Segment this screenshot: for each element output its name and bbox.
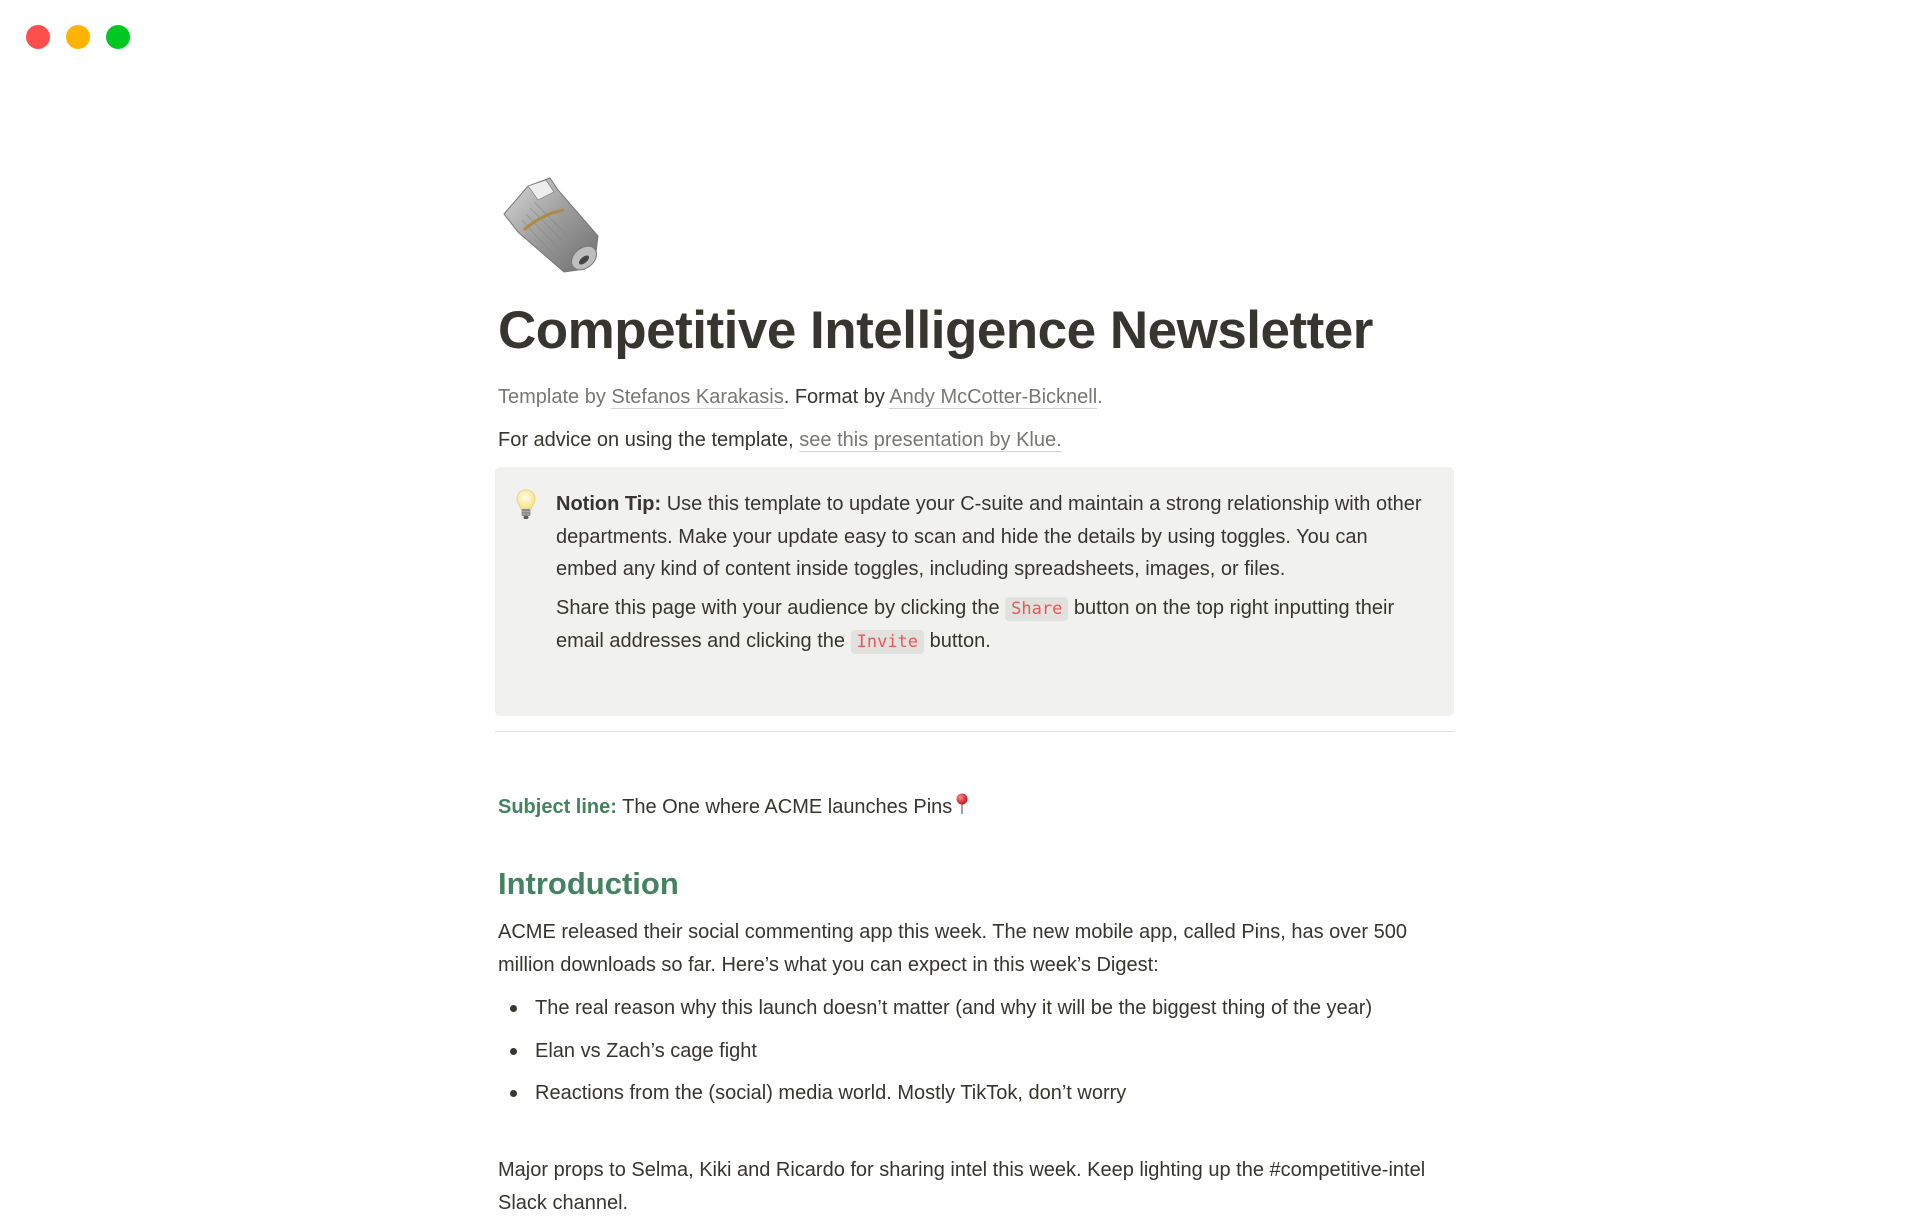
lightbulb-icon (515, 488, 537, 522)
invite-code: Invite (851, 630, 924, 654)
attribution-line (498, 381, 1103, 413)
attribution-suffix: . (1097, 386, 1103, 408)
digest-bullet-list (498, 992, 1454, 1120)
introduction-heading: Introduction (498, 866, 679, 901)
rolled-up-newspaper-icon[interactable] (498, 172, 606, 280)
share-code: Share (1005, 597, 1068, 621)
introduction-paragraph: ACME released their social commenting app this week. The new mobile app, called Pins, has over 500 million downloads so far. Here’s what you can expect in this week’s Digest: (498, 921, 1407, 976)
divider (495, 731, 1454, 732)
close-window-button[interactable] (26, 25, 50, 49)
formatter-link[interactable]: Andy McCotter-Bicknell (889, 386, 1098, 408)
subject-line (498, 791, 969, 825)
tip-label: Notion Tip: (556, 493, 662, 515)
minimize-window-button[interactable] (66, 25, 90, 49)
attribution-prefix: Template by (498, 386, 612, 408)
advice-line (498, 424, 1062, 456)
callout-text (556, 488, 1426, 659)
share-suffix: button. (924, 630, 991, 652)
window-controls (26, 25, 130, 49)
share-middle: button on the top right inputting their email addresses and clicking the (556, 596, 1395, 652)
klue-presentation-link[interactable]: see this presentation by Klue. (799, 429, 1062, 451)
advice-text: For advice on using the template, (498, 429, 800, 451)
share-prefix: Share this page with your audience by clicking the (556, 596, 1006, 619)
subject-label: Subject line: (498, 796, 617, 818)
notion-tip-callout (495, 467, 1454, 716)
tip-paragraph (556, 488, 1426, 586)
props-paragraph: Major props to Selma, Kiki and Ricardo for sharing intel this week. Keep lighting up the #competitive-intel Slack channel. (498, 1159, 1426, 1214)
list-item: The real reason why this launch doesn’t matter (and why it will be the biggest thing of the year) (498, 992, 1454, 1025)
author-link[interactable]: Stefanos Karakasis (611, 386, 784, 408)
subject-text: The One where ACME launches Pins (616, 796, 953, 818)
tip-text: Use this template to update your C-suite and maintain a strong relationship with other departments. Make your update easy to scan and hide the details by using toggles. You can embed any kind of content inside toggles, including spreadsheets, images, or files. (556, 493, 1422, 580)
list-item: Elan vs Zach’s cage fight (498, 1035, 1454, 1068)
zoom-window-button[interactable] (106, 25, 130, 49)
share-paragraph (556, 592, 1426, 659)
list-item: Reactions from the (social) media world. Mostly TikTok, don’t worry (498, 1077, 1454, 1110)
page-title[interactable]: Competitive Intelligence Newsletter (498, 301, 1373, 360)
attribution-middle: . Format by (783, 386, 890, 408)
pushpin-icon (955, 793, 969, 825)
